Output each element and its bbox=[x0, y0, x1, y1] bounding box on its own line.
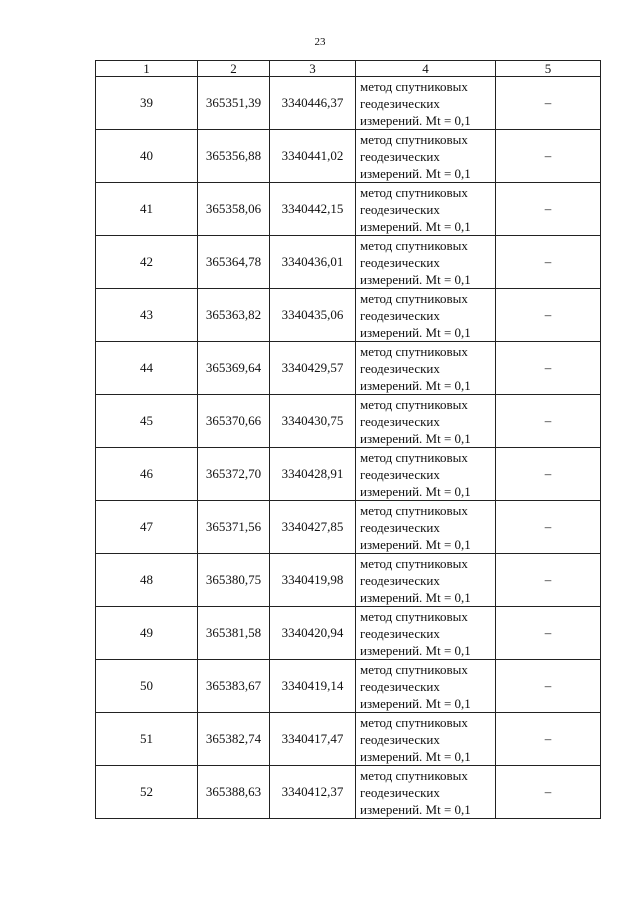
y-coordinate-cell: 3340417,47 bbox=[270, 713, 356, 766]
header-col-2: 2 bbox=[198, 61, 270, 77]
note-cell: – bbox=[496, 289, 601, 342]
method-cell: метод спутниковых геодезических измерений. Mt = 0,1 bbox=[356, 342, 496, 395]
y-coordinate-cell: 3340429,57 bbox=[270, 342, 356, 395]
method-cell: метод спутниковых геодезических измерений. Mt = 0,1 bbox=[356, 554, 496, 607]
method-cell: метод спутниковых геодезических измерений. Mt = 0,1 bbox=[356, 183, 496, 236]
note-cell: – bbox=[496, 342, 601, 395]
note-cell: – bbox=[496, 607, 601, 660]
note-cell: – bbox=[496, 77, 601, 130]
point-number-cell: 51 bbox=[96, 713, 198, 766]
header-col-1: 1 bbox=[96, 61, 198, 77]
note-cell: – bbox=[496, 501, 601, 554]
point-number-cell: 40 bbox=[96, 130, 198, 183]
note-cell: – bbox=[496, 554, 601, 607]
note-cell: – bbox=[496, 448, 601, 501]
y-coordinate-cell: 3340441,02 bbox=[270, 130, 356, 183]
page-number: 23 bbox=[314, 36, 326, 48]
y-coordinate-cell: 3340442,15 bbox=[270, 183, 356, 236]
x-coordinate-cell: 365372,70 bbox=[198, 448, 270, 501]
method-cell: метод спутниковых геодезических измерений. Mt = 0,1 bbox=[356, 395, 496, 448]
table-row bbox=[96, 713, 601, 766]
x-coordinate-cell: 365381,58 bbox=[198, 607, 270, 660]
note-cell: – bbox=[496, 395, 601, 448]
y-coordinate-cell: 3340419,98 bbox=[270, 554, 356, 607]
y-coordinate-cell: 3340435,06 bbox=[270, 289, 356, 342]
point-number-cell: 50 bbox=[96, 660, 198, 713]
y-coordinate-cell: 3340446,37 bbox=[270, 77, 356, 130]
header-col-3: 3 bbox=[270, 61, 356, 77]
header-row bbox=[96, 61, 601, 77]
x-coordinate-cell: 365369,64 bbox=[198, 342, 270, 395]
y-coordinate-cell: 3340412,37 bbox=[270, 766, 356, 819]
point-number-cell: 43 bbox=[96, 289, 198, 342]
header-col-5: 5 bbox=[496, 61, 601, 77]
x-coordinate-cell: 365383,67 bbox=[198, 660, 270, 713]
table-row bbox=[96, 501, 601, 554]
y-coordinate-cell: 3340430,75 bbox=[270, 395, 356, 448]
method-cell: метод спутниковых геодезических измерений. Mt = 0,1 bbox=[356, 289, 496, 342]
x-coordinate-cell: 365363,82 bbox=[198, 289, 270, 342]
method-cell: метод спутниковых геодезических измерений. Mt = 0,1 bbox=[356, 766, 496, 819]
y-coordinate-cell: 3340436,01 bbox=[270, 236, 356, 289]
table-row bbox=[96, 236, 601, 289]
x-coordinate-cell: 365388,63 bbox=[198, 766, 270, 819]
y-coordinate-cell: 3340420,94 bbox=[270, 607, 356, 660]
x-coordinate-cell: 365380,75 bbox=[198, 554, 270, 607]
header-col-4: 4 bbox=[356, 61, 496, 77]
method-cell: метод спутниковых геодезических измерений. Mt = 0,1 bbox=[356, 448, 496, 501]
method-cell: метод спутниковых геодезических измерений. Mt = 0,1 bbox=[356, 77, 496, 130]
note-cell: – bbox=[496, 713, 601, 766]
point-number-cell: 49 bbox=[96, 607, 198, 660]
x-coordinate-cell: 365371,56 bbox=[198, 501, 270, 554]
coordinates-table bbox=[95, 60, 601, 819]
table-row bbox=[96, 289, 601, 342]
point-number-cell: 41 bbox=[96, 183, 198, 236]
table-row bbox=[96, 77, 601, 130]
point-number-cell: 47 bbox=[96, 501, 198, 554]
table-header bbox=[96, 61, 601, 77]
point-number-cell: 52 bbox=[96, 766, 198, 819]
y-coordinate-cell: 3340427,85 bbox=[270, 501, 356, 554]
method-cell: метод спутниковых геодезических измерений. Mt = 0,1 bbox=[356, 660, 496, 713]
x-coordinate-cell: 365351,39 bbox=[198, 77, 270, 130]
table-row bbox=[96, 607, 601, 660]
table-row bbox=[96, 766, 601, 819]
point-number-cell: 45 bbox=[96, 395, 198, 448]
x-coordinate-cell: 365356,88 bbox=[198, 130, 270, 183]
note-cell: – bbox=[496, 130, 601, 183]
table-row bbox=[96, 183, 601, 236]
y-coordinate-cell: 3340419,14 bbox=[270, 660, 356, 713]
table-row bbox=[96, 554, 601, 607]
point-number-cell: 48 bbox=[96, 554, 198, 607]
note-cell: – bbox=[496, 183, 601, 236]
table-body bbox=[96, 77, 601, 819]
method-cell: метод спутниковых геодезических измерений. Mt = 0,1 bbox=[356, 501, 496, 554]
method-cell: метод спутниковых геодезических измерений. Mt = 0,1 bbox=[356, 236, 496, 289]
table-row bbox=[96, 395, 601, 448]
point-number-cell: 42 bbox=[96, 236, 198, 289]
table-row bbox=[96, 660, 601, 713]
table-row bbox=[96, 448, 601, 501]
method-cell: метод спутниковых геодезических измерений. Mt = 0,1 bbox=[356, 713, 496, 766]
y-coordinate-cell: 3340428,91 bbox=[270, 448, 356, 501]
table-row bbox=[96, 130, 601, 183]
method-cell: метод спутниковых геодезических измерений. Mt = 0,1 bbox=[356, 607, 496, 660]
method-cell: метод спутниковых геодезических измерений. Mt = 0,1 bbox=[356, 130, 496, 183]
x-coordinate-cell: 365358,06 bbox=[198, 183, 270, 236]
note-cell: – bbox=[496, 766, 601, 819]
x-coordinate-cell: 365382,74 bbox=[198, 713, 270, 766]
x-coordinate-cell: 365364,78 bbox=[198, 236, 270, 289]
table-row bbox=[96, 342, 601, 395]
point-number-cell: 46 bbox=[96, 448, 198, 501]
point-number-cell: 44 bbox=[96, 342, 198, 395]
x-coordinate-cell: 365370,66 bbox=[198, 395, 270, 448]
note-cell: – bbox=[496, 236, 601, 289]
note-cell: – bbox=[496, 660, 601, 713]
point-number-cell: 39 bbox=[96, 77, 198, 130]
